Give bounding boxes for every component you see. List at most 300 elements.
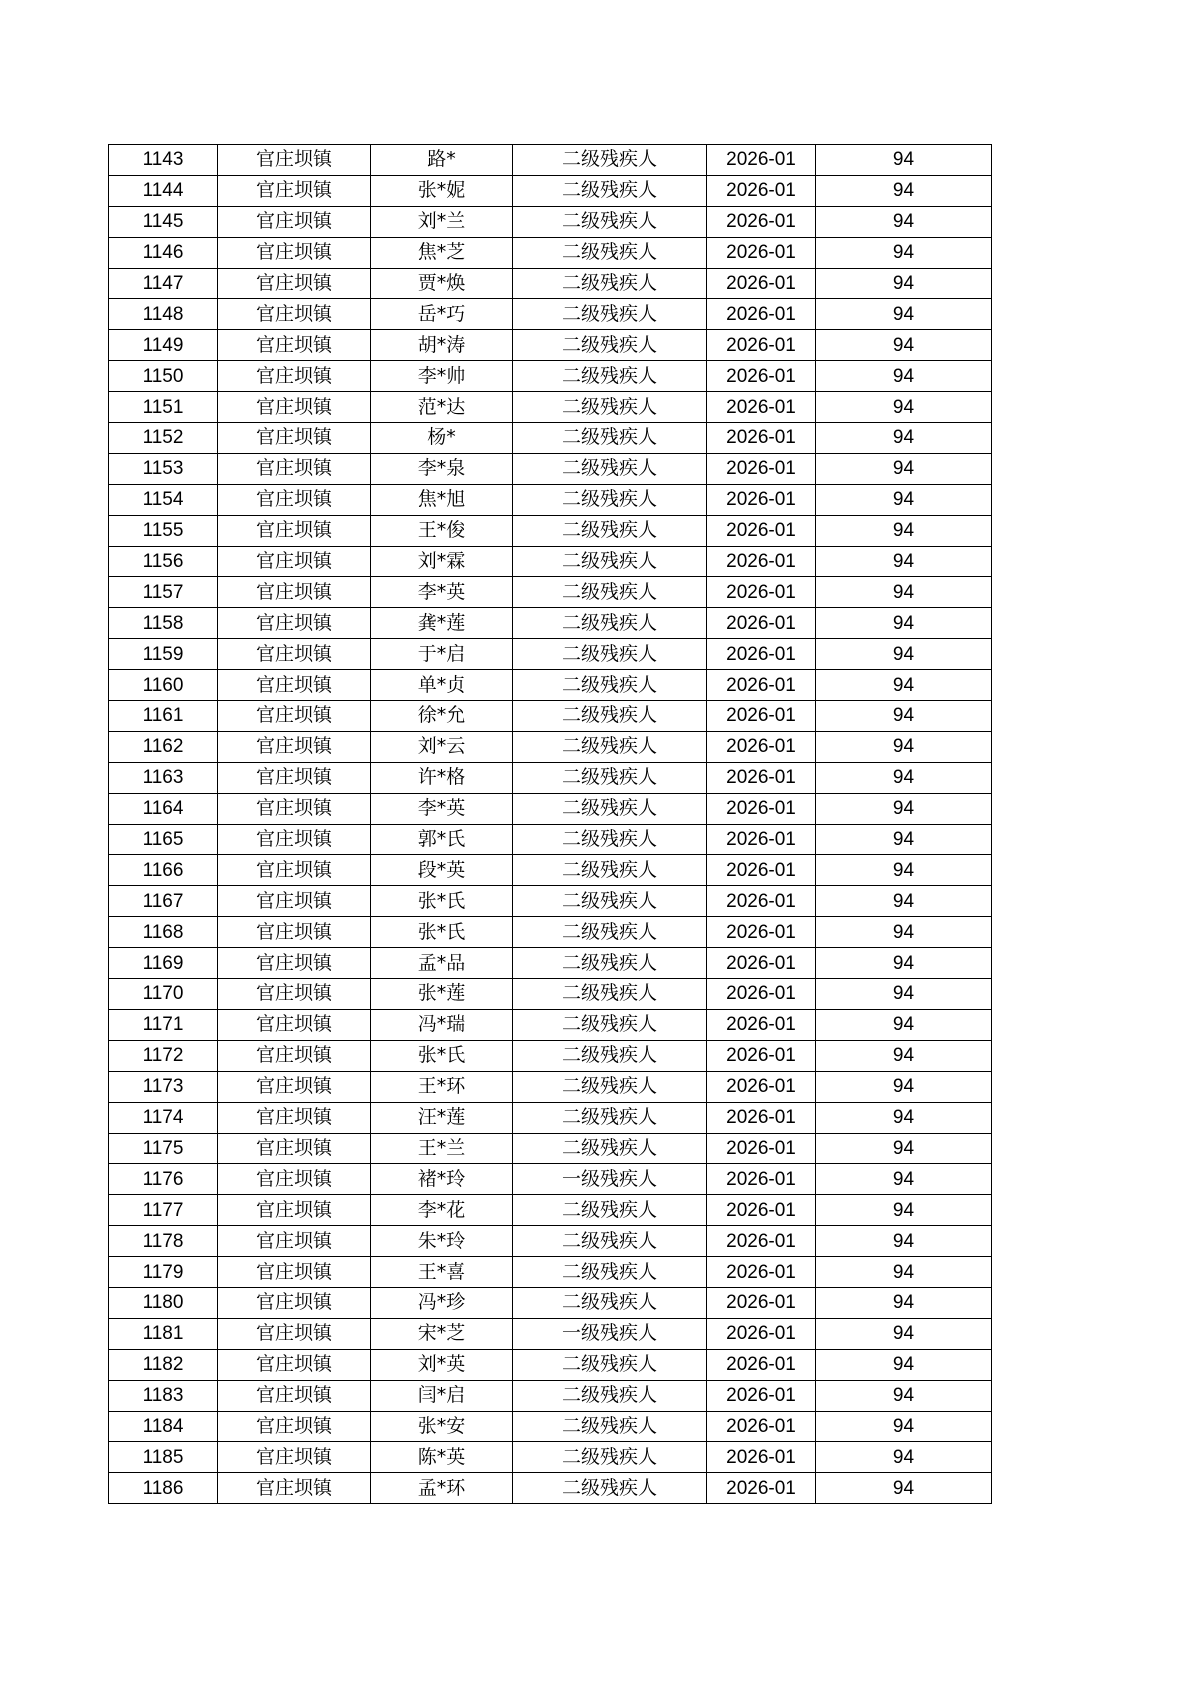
category-cell: 二级残疾人	[513, 1133, 707, 1164]
category-cell: 二级残疾人	[513, 1040, 707, 1071]
category-cell: 二级残疾人	[513, 824, 707, 855]
category-cell: 二级残疾人	[513, 1349, 707, 1380]
seq-cell: 1176	[109, 1164, 218, 1195]
town-cell: 官庄坝镇	[218, 886, 371, 917]
name-cell: 焦*旭	[371, 484, 513, 515]
amount-cell: 94	[816, 175, 992, 206]
town-cell: 官庄坝镇	[218, 639, 371, 670]
town-cell: 官庄坝镇	[218, 1349, 371, 1380]
seq-cell: 1168	[109, 917, 218, 948]
table-row	[109, 1380, 992, 1411]
name-cell: 龚*莲	[371, 608, 513, 639]
amount-cell: 94	[816, 1380, 992, 1411]
category-cell: 二级残疾人	[513, 1473, 707, 1504]
seq-cell: 1166	[109, 855, 218, 886]
name-cell: 胡*涛	[371, 330, 513, 361]
category-cell: 二级残疾人	[513, 361, 707, 392]
amount-cell: 94	[816, 1349, 992, 1380]
category-cell: 二级残疾人	[513, 1380, 707, 1411]
table-row	[109, 392, 992, 423]
table-row	[109, 917, 992, 948]
category-cell: 二级残疾人	[513, 392, 707, 423]
seq-cell: 1143	[109, 145, 218, 176]
table-row	[109, 793, 992, 824]
town-cell: 官庄坝镇	[218, 299, 371, 330]
table-row	[109, 361, 992, 392]
table-row	[109, 577, 992, 608]
month-cell: 2026-01	[707, 762, 816, 793]
category-cell: 二级残疾人	[513, 886, 707, 917]
month-cell: 2026-01	[707, 824, 816, 855]
table-row	[109, 484, 992, 515]
table-row	[109, 299, 992, 330]
seq-cell: 1185	[109, 1442, 218, 1473]
table-row	[109, 886, 992, 917]
month-cell: 2026-01	[707, 1009, 816, 1040]
category-cell: 二级残疾人	[513, 762, 707, 793]
name-cell: 王*俊	[371, 515, 513, 546]
month-cell: 2026-01	[707, 731, 816, 762]
name-cell: 单*贞	[371, 670, 513, 701]
amount-cell: 94	[816, 299, 992, 330]
name-cell: 张*安	[371, 1411, 513, 1442]
category-cell: 二级残疾人	[513, 206, 707, 237]
name-cell: 杨*	[371, 423, 513, 454]
name-cell: 岳*巧	[371, 299, 513, 330]
town-cell: 官庄坝镇	[218, 392, 371, 423]
table-row	[109, 453, 992, 484]
name-cell: 李*泉	[371, 453, 513, 484]
name-cell: 范*达	[371, 392, 513, 423]
name-cell: 孟*品	[371, 948, 513, 979]
seq-cell: 1179	[109, 1257, 218, 1288]
amount-cell: 94	[816, 392, 992, 423]
amount-cell: 94	[816, 453, 992, 484]
amount-cell: 94	[816, 824, 992, 855]
month-cell: 2026-01	[707, 1133, 816, 1164]
seq-cell: 1164	[109, 793, 218, 824]
month-cell: 2026-01	[707, 577, 816, 608]
month-cell: 2026-01	[707, 299, 816, 330]
amount-cell: 94	[816, 855, 992, 886]
table-row	[109, 1226, 992, 1257]
town-cell: 官庄坝镇	[218, 1257, 371, 1288]
seq-cell: 1146	[109, 237, 218, 268]
month-cell: 2026-01	[707, 206, 816, 237]
seq-cell: 1147	[109, 268, 218, 299]
town-cell: 官庄坝镇	[218, 1380, 371, 1411]
town-cell: 官庄坝镇	[218, 1287, 371, 1318]
amount-cell: 94	[816, 731, 992, 762]
table-row	[109, 1071, 992, 1102]
amount-cell: 94	[816, 145, 992, 176]
amount-cell: 94	[816, 1226, 992, 1257]
category-cell: 二级残疾人	[513, 793, 707, 824]
category-cell: 二级残疾人	[513, 1009, 707, 1040]
name-cell: 冯*珍	[371, 1287, 513, 1318]
table-row	[109, 206, 992, 237]
amount-cell: 94	[816, 793, 992, 824]
amount-cell: 94	[816, 1195, 992, 1226]
table-row	[109, 145, 992, 176]
name-cell: 宋*芝	[371, 1318, 513, 1349]
town-cell: 官庄坝镇	[218, 577, 371, 608]
seq-cell: 1151	[109, 392, 218, 423]
table-row	[109, 1349, 992, 1380]
category-cell: 二级残疾人	[513, 1195, 707, 1226]
town-cell: 官庄坝镇	[218, 1226, 371, 1257]
table-row	[109, 1318, 992, 1349]
month-cell: 2026-01	[707, 793, 816, 824]
name-cell: 张*氏	[371, 1040, 513, 1071]
amount-cell: 94	[816, 206, 992, 237]
town-cell: 官庄坝镇	[218, 453, 371, 484]
name-cell: 李*英	[371, 793, 513, 824]
town-cell: 官庄坝镇	[218, 268, 371, 299]
month-cell: 2026-01	[707, 175, 816, 206]
name-cell: 刘*兰	[371, 206, 513, 237]
town-cell: 官庄坝镇	[218, 145, 371, 176]
category-cell: 二级残疾人	[513, 948, 707, 979]
category-cell: 二级残疾人	[513, 423, 707, 454]
table-row	[109, 670, 992, 701]
town-cell: 官庄坝镇	[218, 423, 371, 454]
seq-cell: 1153	[109, 453, 218, 484]
table-row	[109, 948, 992, 979]
amount-cell: 94	[816, 484, 992, 515]
month-cell: 2026-01	[707, 268, 816, 299]
category-cell: 二级残疾人	[513, 1226, 707, 1257]
month-cell: 2026-01	[707, 1349, 816, 1380]
amount-cell: 94	[816, 917, 992, 948]
seq-cell: 1184	[109, 1411, 218, 1442]
town-cell: 官庄坝镇	[218, 1164, 371, 1195]
town-cell: 官庄坝镇	[218, 1040, 371, 1071]
name-cell: 刘*英	[371, 1349, 513, 1380]
name-cell: 贾*焕	[371, 268, 513, 299]
seq-cell: 1173	[109, 1071, 218, 1102]
month-cell: 2026-01	[707, 361, 816, 392]
month-cell: 2026-01	[707, 423, 816, 454]
roster-body	[109, 145, 992, 1504]
town-cell: 官庄坝镇	[218, 824, 371, 855]
town-cell: 官庄坝镇	[218, 1133, 371, 1164]
seq-cell: 1177	[109, 1195, 218, 1226]
month-cell: 2026-01	[707, 917, 816, 948]
amount-cell: 94	[816, 1040, 992, 1071]
table-row	[109, 515, 992, 546]
amount-cell: 94	[816, 701, 992, 732]
amount-cell: 94	[816, 1318, 992, 1349]
name-cell: 陈*英	[371, 1442, 513, 1473]
table-row	[109, 824, 992, 855]
town-cell: 官庄坝镇	[218, 670, 371, 701]
table-row	[109, 1287, 992, 1318]
amount-cell: 94	[816, 886, 992, 917]
seq-cell: 1148	[109, 299, 218, 330]
name-cell: 于*启	[371, 639, 513, 670]
month-cell: 2026-01	[707, 515, 816, 546]
category-cell: 二级残疾人	[513, 1411, 707, 1442]
month-cell: 2026-01	[707, 330, 816, 361]
town-cell: 官庄坝镇	[218, 484, 371, 515]
month-cell: 2026-01	[707, 1040, 816, 1071]
seq-cell: 1144	[109, 175, 218, 206]
town-cell: 官庄坝镇	[218, 1442, 371, 1473]
amount-cell: 94	[816, 1164, 992, 1195]
table-row	[109, 1102, 992, 1133]
town-cell: 官庄坝镇	[218, 1102, 371, 1133]
seq-cell: 1167	[109, 886, 218, 917]
month-cell: 2026-01	[707, 701, 816, 732]
category-cell: 二级残疾人	[513, 1287, 707, 1318]
seq-cell: 1150	[109, 361, 218, 392]
seq-cell: 1152	[109, 423, 218, 454]
seq-cell: 1157	[109, 577, 218, 608]
town-cell: 官庄坝镇	[218, 237, 371, 268]
amount-cell: 94	[816, 330, 992, 361]
category-cell: 二级残疾人	[513, 237, 707, 268]
amount-cell: 94	[816, 608, 992, 639]
month-cell: 2026-01	[707, 1226, 816, 1257]
amount-cell: 94	[816, 361, 992, 392]
category-cell: 二级残疾人	[513, 639, 707, 670]
category-cell: 二级残疾人	[513, 917, 707, 948]
name-cell: 孟*环	[371, 1473, 513, 1504]
name-cell: 冯*瑞	[371, 1009, 513, 1040]
category-cell: 二级残疾人	[513, 1102, 707, 1133]
seq-cell: 1178	[109, 1226, 218, 1257]
name-cell: 李*帅	[371, 361, 513, 392]
seq-cell: 1159	[109, 639, 218, 670]
table-row	[109, 731, 992, 762]
subsidy-roster-table	[108, 144, 992, 1504]
seq-cell: 1154	[109, 484, 218, 515]
month-cell: 2026-01	[707, 670, 816, 701]
name-cell: 张*妮	[371, 175, 513, 206]
month-cell: 2026-01	[707, 1473, 816, 1504]
town-cell: 官庄坝镇	[218, 917, 371, 948]
amount-cell: 94	[816, 1257, 992, 1288]
amount-cell: 94	[816, 577, 992, 608]
month-cell: 2026-01	[707, 608, 816, 639]
table-row	[109, 1133, 992, 1164]
month-cell: 2026-01	[707, 886, 816, 917]
month-cell: 2026-01	[707, 1164, 816, 1195]
table-row	[109, 1411, 992, 1442]
name-cell: 刘*霖	[371, 546, 513, 577]
seq-cell: 1155	[109, 515, 218, 546]
table-row	[109, 1442, 992, 1473]
category-cell: 二级残疾人	[513, 330, 707, 361]
town-cell: 官庄坝镇	[218, 1009, 371, 1040]
name-cell: 焦*芝	[371, 237, 513, 268]
amount-cell: 94	[816, 1133, 992, 1164]
name-cell: 张*氏	[371, 917, 513, 948]
category-cell: 一级残疾人	[513, 1318, 707, 1349]
month-cell: 2026-01	[707, 1071, 816, 1102]
seq-cell: 1180	[109, 1287, 218, 1318]
table-row	[109, 1040, 992, 1071]
seq-cell: 1183	[109, 1380, 218, 1411]
category-cell: 二级残疾人	[513, 453, 707, 484]
table-row	[109, 701, 992, 732]
town-cell: 官庄坝镇	[218, 330, 371, 361]
town-cell: 官庄坝镇	[218, 206, 371, 237]
table-row	[109, 1164, 992, 1195]
amount-cell: 94	[816, 762, 992, 793]
category-cell: 二级残疾人	[513, 1442, 707, 1473]
seq-cell: 1149	[109, 330, 218, 361]
town-cell: 官庄坝镇	[218, 1318, 371, 1349]
town-cell: 官庄坝镇	[218, 1473, 371, 1504]
amount-cell: 94	[816, 1102, 992, 1133]
category-cell: 二级残疾人	[513, 145, 707, 176]
category-cell: 二级残疾人	[513, 731, 707, 762]
town-cell: 官庄坝镇	[218, 608, 371, 639]
category-cell: 二级残疾人	[513, 670, 707, 701]
town-cell: 官庄坝镇	[218, 793, 371, 824]
month-cell: 2026-01	[707, 948, 816, 979]
month-cell: 2026-01	[707, 1442, 816, 1473]
month-cell: 2026-01	[707, 1102, 816, 1133]
seq-cell: 1163	[109, 762, 218, 793]
town-cell: 官庄坝镇	[218, 948, 371, 979]
seq-cell: 1186	[109, 1473, 218, 1504]
month-cell: 2026-01	[707, 1318, 816, 1349]
town-cell: 官庄坝镇	[218, 762, 371, 793]
town-cell: 官庄坝镇	[218, 1195, 371, 1226]
category-cell: 二级残疾人	[513, 701, 707, 732]
seq-cell: 1158	[109, 608, 218, 639]
seq-cell: 1162	[109, 731, 218, 762]
table-row	[109, 237, 992, 268]
category-cell: 二级残疾人	[513, 175, 707, 206]
category-cell: 二级残疾人	[513, 1257, 707, 1288]
category-cell: 二级残疾人	[513, 546, 707, 577]
town-cell: 官庄坝镇	[218, 1071, 371, 1102]
category-cell: 二级残疾人	[513, 608, 707, 639]
table-row	[109, 1473, 992, 1504]
month-cell: 2026-01	[707, 1257, 816, 1288]
month-cell: 2026-01	[707, 237, 816, 268]
town-cell: 官庄坝镇	[218, 1411, 371, 1442]
name-cell: 汪*莲	[371, 1102, 513, 1133]
table-row	[109, 423, 992, 454]
month-cell: 2026-01	[707, 392, 816, 423]
name-cell: 徐*允	[371, 701, 513, 732]
table-row	[109, 1195, 992, 1226]
name-cell: 张*氏	[371, 886, 513, 917]
amount-cell: 94	[816, 1009, 992, 1040]
name-cell: 路*	[371, 145, 513, 176]
name-cell: 张*莲	[371, 979, 513, 1010]
table-row	[109, 979, 992, 1010]
seq-cell: 1145	[109, 206, 218, 237]
month-cell: 2026-01	[707, 145, 816, 176]
amount-cell: 94	[816, 979, 992, 1010]
name-cell: 王*环	[371, 1071, 513, 1102]
table-row	[109, 175, 992, 206]
seq-cell: 1169	[109, 948, 218, 979]
table-row	[109, 639, 992, 670]
name-cell: 许*格	[371, 762, 513, 793]
seq-cell: 1165	[109, 824, 218, 855]
amount-cell: 94	[816, 1473, 992, 1504]
amount-cell: 94	[816, 1442, 992, 1473]
name-cell: 王*喜	[371, 1257, 513, 1288]
month-cell: 2026-01	[707, 1411, 816, 1442]
name-cell: 朱*玲	[371, 1226, 513, 1257]
month-cell: 2026-01	[707, 546, 816, 577]
table-row	[109, 1009, 992, 1040]
month-cell: 2026-01	[707, 855, 816, 886]
amount-cell: 94	[816, 268, 992, 299]
seq-cell: 1181	[109, 1318, 218, 1349]
seq-cell: 1161	[109, 701, 218, 732]
table-row	[109, 762, 992, 793]
seq-cell: 1174	[109, 1102, 218, 1133]
town-cell: 官庄坝镇	[218, 546, 371, 577]
category-cell: 二级残疾人	[513, 1071, 707, 1102]
name-cell: 郭*氏	[371, 824, 513, 855]
name-cell: 王*兰	[371, 1133, 513, 1164]
name-cell: 段*英	[371, 855, 513, 886]
name-cell: 李*英	[371, 577, 513, 608]
table-row	[109, 855, 992, 886]
category-cell: 二级残疾人	[513, 299, 707, 330]
name-cell: 褚*玲	[371, 1164, 513, 1195]
month-cell: 2026-01	[707, 484, 816, 515]
amount-cell: 94	[816, 515, 992, 546]
seq-cell: 1172	[109, 1040, 218, 1071]
amount-cell: 94	[816, 546, 992, 577]
town-cell: 官庄坝镇	[218, 855, 371, 886]
town-cell: 官庄坝镇	[218, 731, 371, 762]
name-cell: 刘*云	[371, 731, 513, 762]
table-row	[109, 1257, 992, 1288]
category-cell: 二级残疾人	[513, 268, 707, 299]
category-cell: 二级残疾人	[513, 979, 707, 1010]
category-cell: 二级残疾人	[513, 515, 707, 546]
month-cell: 2026-01	[707, 639, 816, 670]
category-cell: 二级残疾人	[513, 577, 707, 608]
amount-cell: 94	[816, 1287, 992, 1318]
month-cell: 2026-01	[707, 453, 816, 484]
amount-cell: 94	[816, 1071, 992, 1102]
seq-cell: 1156	[109, 546, 218, 577]
amount-cell: 94	[816, 1411, 992, 1442]
month-cell: 2026-01	[707, 979, 816, 1010]
month-cell: 2026-01	[707, 1195, 816, 1226]
amount-cell: 94	[816, 670, 992, 701]
amount-cell: 94	[816, 237, 992, 268]
table-row	[109, 608, 992, 639]
seq-cell: 1175	[109, 1133, 218, 1164]
month-cell: 2026-01	[707, 1380, 816, 1411]
category-cell: 二级残疾人	[513, 484, 707, 515]
month-cell: 2026-01	[707, 1287, 816, 1318]
amount-cell: 94	[816, 948, 992, 979]
seq-cell: 1171	[109, 1009, 218, 1040]
table-row	[109, 546, 992, 577]
amount-cell: 94	[816, 423, 992, 454]
town-cell: 官庄坝镇	[218, 701, 371, 732]
seq-cell: 1160	[109, 670, 218, 701]
category-cell: 二级残疾人	[513, 855, 707, 886]
table-row	[109, 330, 992, 361]
town-cell: 官庄坝镇	[218, 361, 371, 392]
